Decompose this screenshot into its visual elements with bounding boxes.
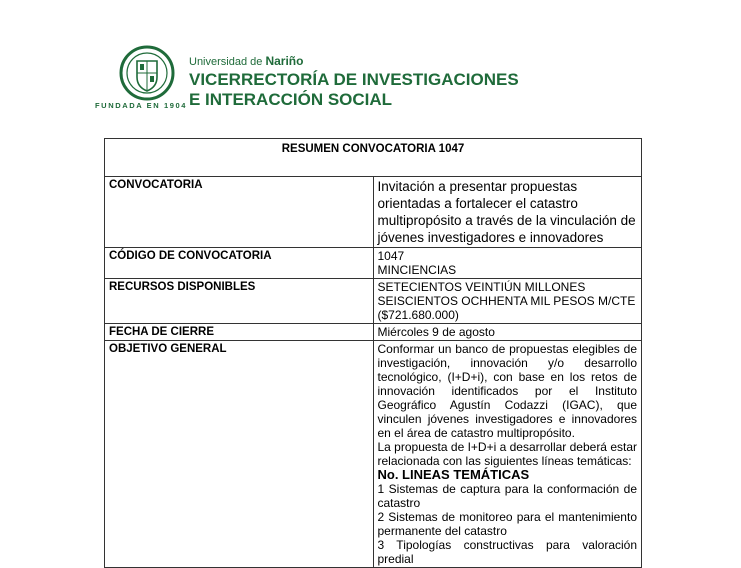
office-name-line2: E INTERACCIÓN SOCIAL <box>189 90 393 109</box>
university-seal-icon <box>113 45 181 101</box>
codigo-entity: MINCIENCIAS <box>377 263 457 277</box>
label-recursos: RECURSOS DISPONIBLES <box>105 279 374 324</box>
value-objetivo <box>373 341 642 568</box>
title-row <box>105 139 642 177</box>
value-codigo <box>373 248 642 279</box>
codigo-number: 1047 <box>377 249 405 263</box>
value-convocatoria: Invitación a presentar propuestas orientadas a fortalecer el catastro multipropósito a través de la vinculación de jóvenes investigadores e innovadores <box>373 177 642 248</box>
lines-heading: No. LINEAS TEMÁTICAS <box>377 467 530 482</box>
row-codigo <box>105 248 642 279</box>
list-item: 2 Sistemas de monitoreo para el mantenimiento permanente del catastro <box>377 510 637 538</box>
row-convocatoria <box>105 177 642 248</box>
document-title: RESUMEN CONVOCATORIA 1047 <box>105 139 642 177</box>
label-objetivo: OBJETIVO GENERAL <box>105 341 374 568</box>
list-item: 3 Tipologías constructivas para valoración predial <box>377 538 637 566</box>
row-cierre <box>105 324 642 341</box>
founded-text: FUNDADA EN 1904 <box>95 101 188 110</box>
value-recursos: SETECIENTOS VEINTIÚN MILLONES SEISCIENTOS OCHHENTA MIL PESOS M/CTE ($721.680.000) <box>373 279 642 324</box>
label-cierre: FECHA DE CIERRE <box>105 324 374 341</box>
list-item: 1 Sistemas de captura para la conformación de catastro <box>377 482 637 510</box>
label-codigo: CÓDIGO DE CONVOCATORIA <box>105 248 374 279</box>
label-convocatoria: CONVOCATORIA <box>105 177 374 248</box>
university-name: Universidad de Nariño <box>189 54 304 68</box>
letterhead <box>95 45 519 115</box>
summary-table <box>104 138 642 568</box>
row-objetivo <box>105 341 642 568</box>
office-name-line1: VICERRECTORÍA DE INVESTIGACIONES <box>189 70 519 89</box>
objetivo-paragraph-1: Conformar un banco de propuestas elegibles de investigación, innovación y/o desarrollo tecnológico, (I+D+i), con base en los retos de innovación identificados por el Instituto Geográfico Agustín Codazzi (IGAC), que vinculen jóvenes investigadores e innovadores en el área de catastro multipropósito. <box>377 342 637 440</box>
row-recursos <box>105 279 642 324</box>
value-cierre: Miércoles 9 de agosto <box>373 324 642 341</box>
objetivo-paragraph-2: La propuesta de I+D+i a desarrollar deberá estar relacionada con las siguientes líneas temáticas: <box>377 440 637 468</box>
